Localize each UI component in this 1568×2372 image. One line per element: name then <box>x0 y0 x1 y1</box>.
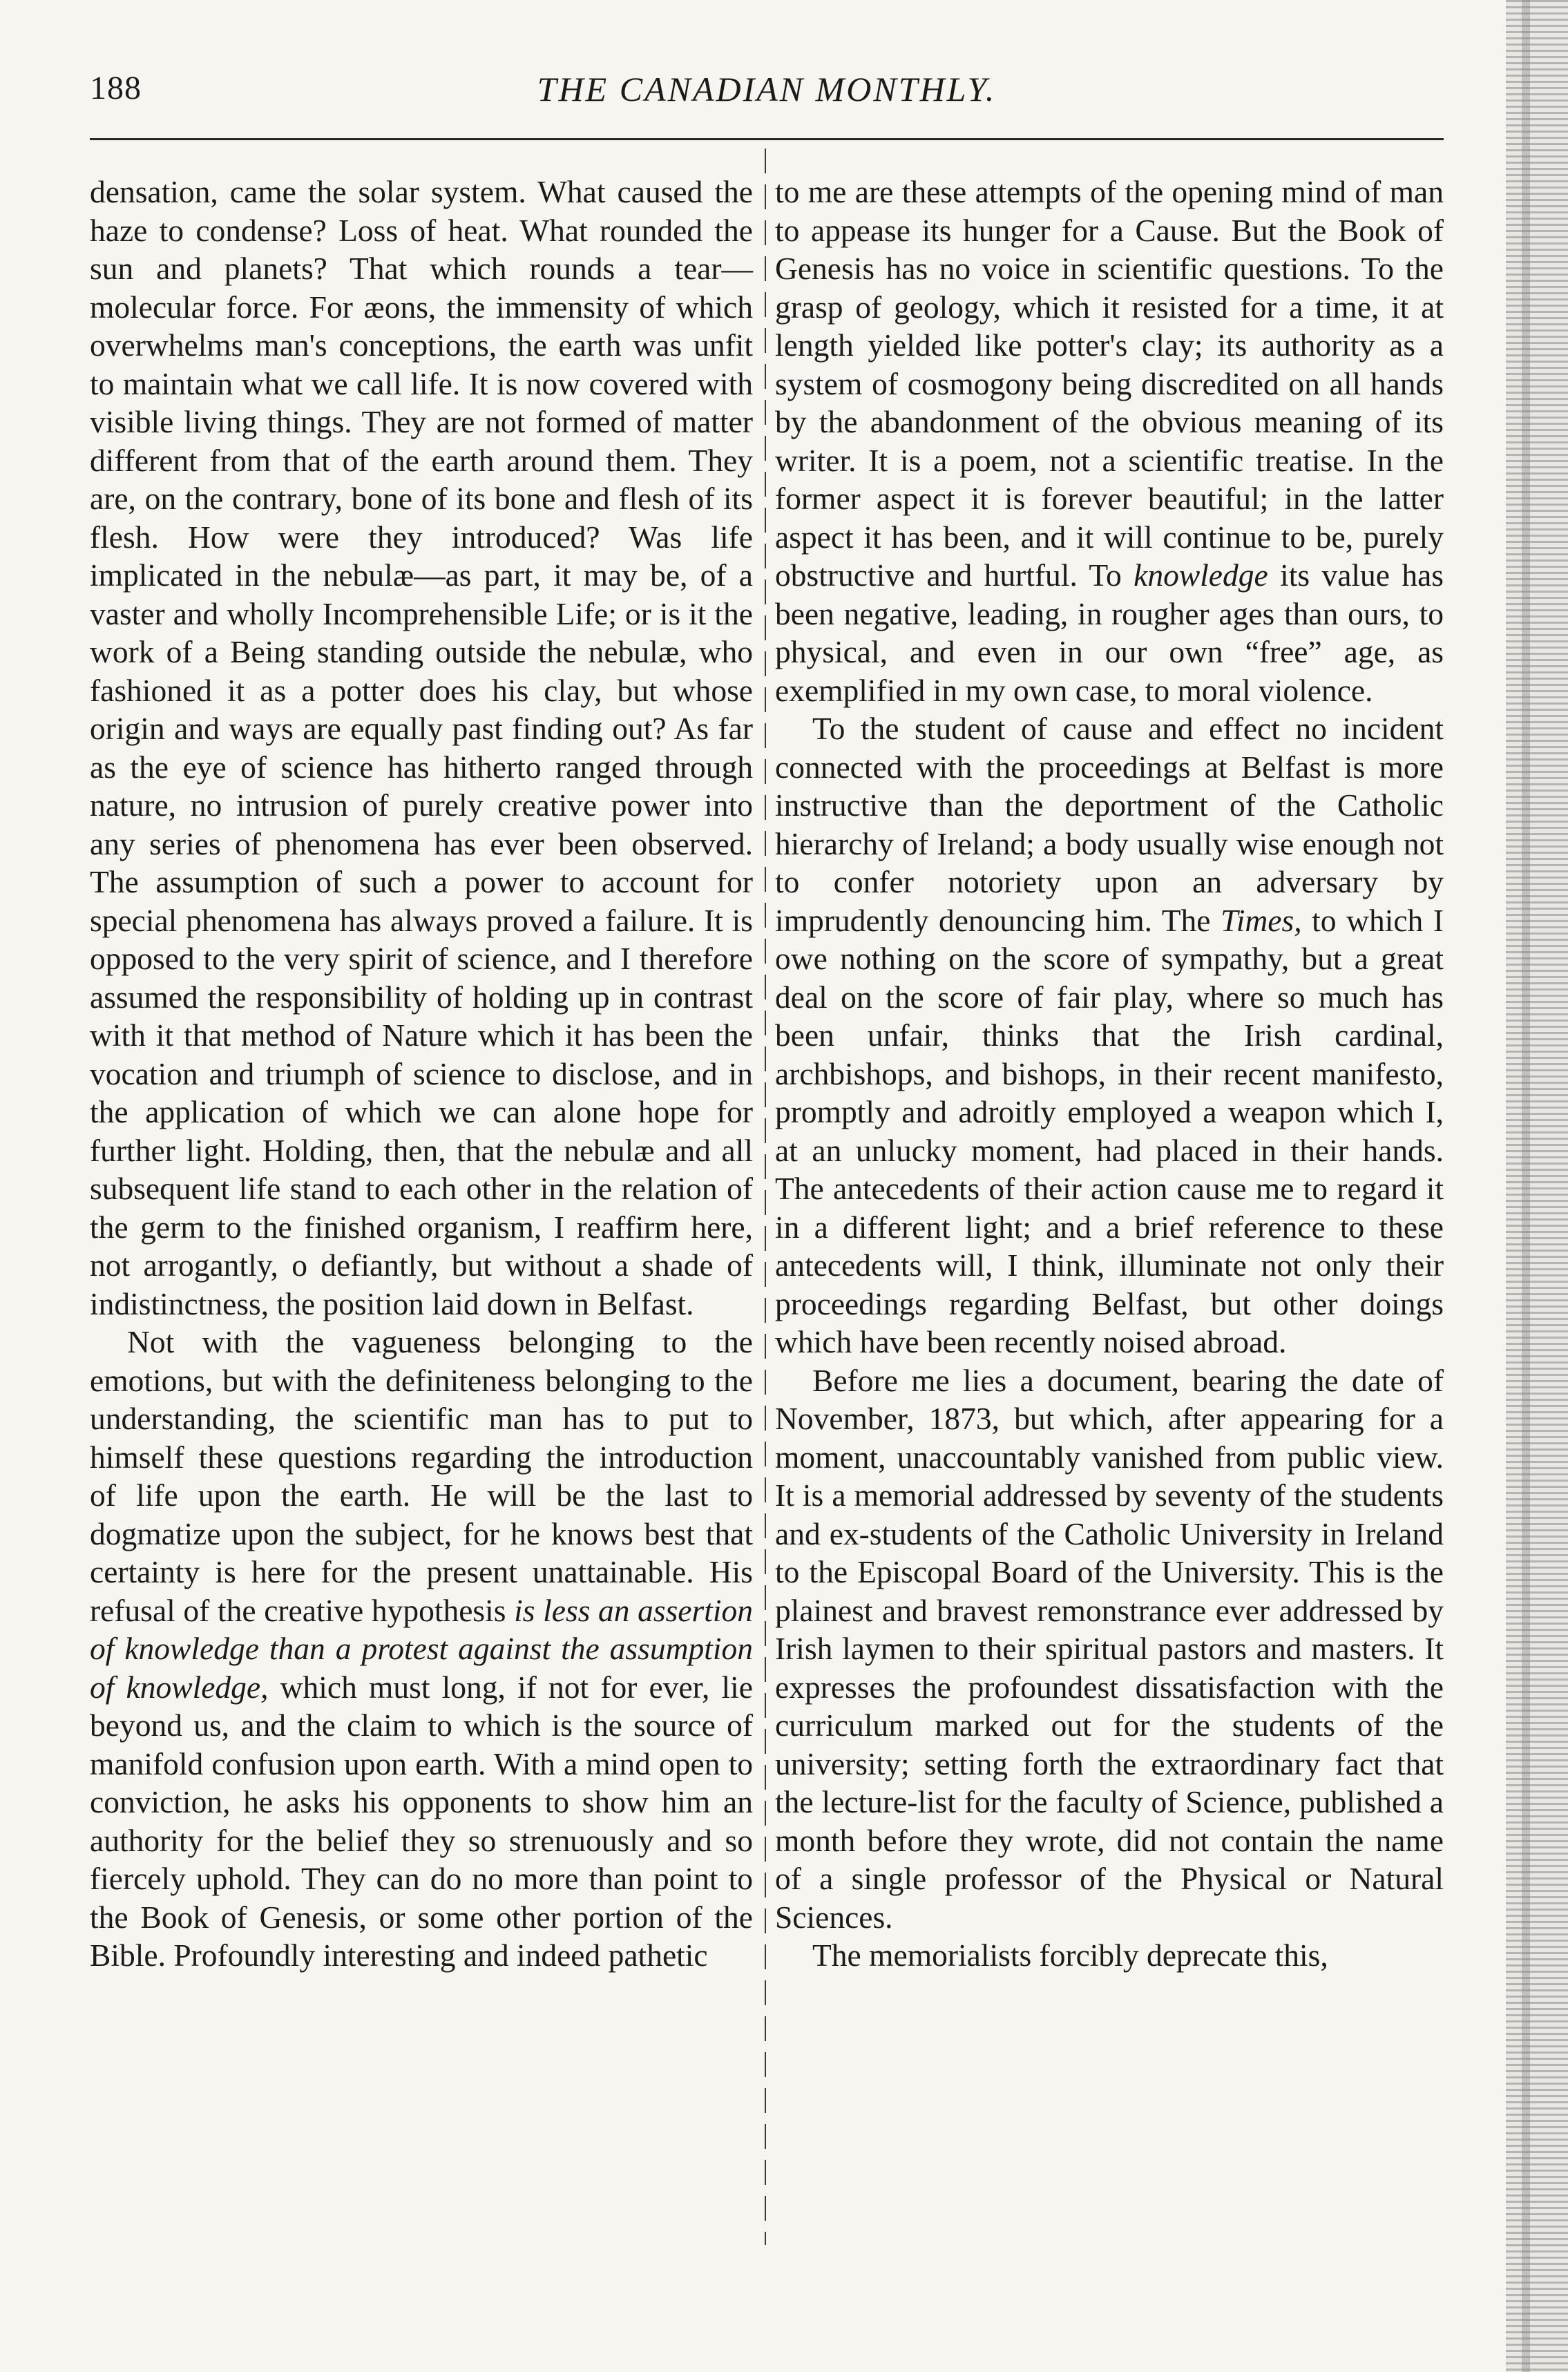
right-paragraph-4: The memorialists forcibly deprecate this, <box>812 1938 1328 1973</box>
left-paragraph-2 <box>90 1323 753 1975</box>
page-header <box>90 69 1444 131</box>
left-column <box>90 173 753 1975</box>
left-paragraph-2-text-a: Not with the vagueness belonging to the emotions, but with the definiteness belonging to the understanding, the scientific man has to put to himself these questions regarding the introduction of life upon the earth. He will be the last to dogmatize upon the subject, for he knows best that certainty is here for the present unattainable. His refusal of the creative hypothesis <box>90 1324 753 1628</box>
right-paragraph-2-text-a: To the student of cause and effect no incident connected with the proceedings at Belfast is more instructive than the deportment of the Catholic hierarchy of Ireland; a body usually wise enough not to confer notoriety upon an adversary by imprudently denouncing him. The <box>775 711 1444 938</box>
left-paragraph-1: densation, came the solar system. What caused the haze to condense? Loss of heat. What rounded the sun and planets? That which rounds a tear—molecular force. For æons, the immensity of which overwhelms man's conceptions, the earth was unfit to maintain what we call life. It is now covered with visible living things. They are not formed of matter different from that of the earth around them. They are, on the contrary, bone of its bone and flesh of its flesh. How were they introduced? Was life implicated in the nebulæ—as part, it may be, of a vaster and wholly Incomprehensible Life; or is it the work of a Being standing outside the nebulæ, who fashioned it as a potter does his clay, but whose origin and ways are equally past finding out? As far as the eye of science has hitherto ranged through nature, no intrusion of purely creative power into any series of phenomena has ever been observed. The assumption of such a power to account for special phenomena has always proved a failure. It is opposed to the very spirit of science, and I therefore assumed the responsibility of holding up in contrast with it that method of Nature which it has been the vocation and triumph of science to disclose, and in the application of which we can alone hope for further light. Holding, then, that the nebulæ and all subsequent life stand to each other in the relation of the germ to the finished organism, I reaffirm here, not arrogantly, o defiantly, but without a shade of indistinctness, the position laid down in Belfast. <box>90 174 753 1321</box>
column-divider <box>765 149 766 2245</box>
scan-edge-shadow <box>1522 0 1530 2372</box>
right-paragraph-2 <box>775 709 1444 1361</box>
scan-edge-artifact <box>1506 0 1568 2372</box>
page-number: 188 <box>90 70 142 106</box>
right-paragraph-3: Before me lies a document, bearing the date of November, 1873, but which, after appearing for a moment, unaccountably vanished from public view. It is a memorial addressed by seventy of the students and ex-students of the Catholic University in Ireland to the Episcopal Board of the University. This is the plainest and bravest remonstrance ever addressed by Irish laymen to their spiritual pastors and masters. It expresses the profoundest dissatisfaction with the curriculum marked out for the students of the university; setting forth the extraordinary fact that the lecture-list for the faculty of Science, published a month before they wrote, did not contain the name of a single professor of the Physical or Natural Sciences. <box>775 1362 1444 1935</box>
right-column <box>775 173 1444 1975</box>
right-paragraph-1-text-b: its value has been negative, leading, in rougher ages than ours, to physical, and even in our own “free” age, as exemplified in my own case, to moral violence. <box>775 557 1444 708</box>
right-paragraph-1-italic: knowledge <box>1134 557 1268 593</box>
right-paragraph-1-text-a: to me are these attempts of the opening mind of man to appease its hunger for a Cause. But the Book of Genesis has no voice in scientific questions. To the grasp of geology, which it resisted for a time, it at length yielded like potter's clay; its authority as a system of cosmogony being discredited on all hands by the abandonment of the obvious meaning of its writer. It is a poem, not a scientific treatise. In the former aspect it is forever beautiful; in the latter aspect it has been, and it will continue to be, purely obstructive and hurtful. To <box>775 174 1444 593</box>
header-rule <box>90 138 1444 140</box>
right-paragraph-1 <box>775 173 1444 709</box>
left-paragraph-2-italic: is less an assertion of knowledge than a protest against the assumption of knowledge, <box>90 1592 753 1705</box>
left-paragraph-2-text-b: which must long, if not for ever, lie beyond us, and the claim to which is the source of manifold confusion upon earth. With a mind open to conviction, he asks his opponents to show him an authority for the belief they so strenuously and so fiercely uphold. They can do no more than point to the Book of Genesis, or some other portion of the Bible. Profoundly interesting and indeed pathetic <box>90 1669 753 1973</box>
running-title: THE CANADIAN MONTHLY. <box>537 70 997 108</box>
right-paragraph-2-text-b: to which I owe nothing on the score of sympathy, but a great deal on the score of fair play, where so much has been unfair, thinks that the Irish cardinal, archbishops, and bishops, in their recent manifesto, promptly and adroitly employed a weapon which I, at an unlucky moment, had placed in their hands. The antecedents of their action cause me to regard it in a different light; and a brief reference to these antecedents will, I think, illuminate not only their proceedings regarding Belfast, but other doings which have been recently noised abroad. <box>775 902 1444 1359</box>
right-paragraph-2-italic: Times, <box>1221 902 1302 938</box>
